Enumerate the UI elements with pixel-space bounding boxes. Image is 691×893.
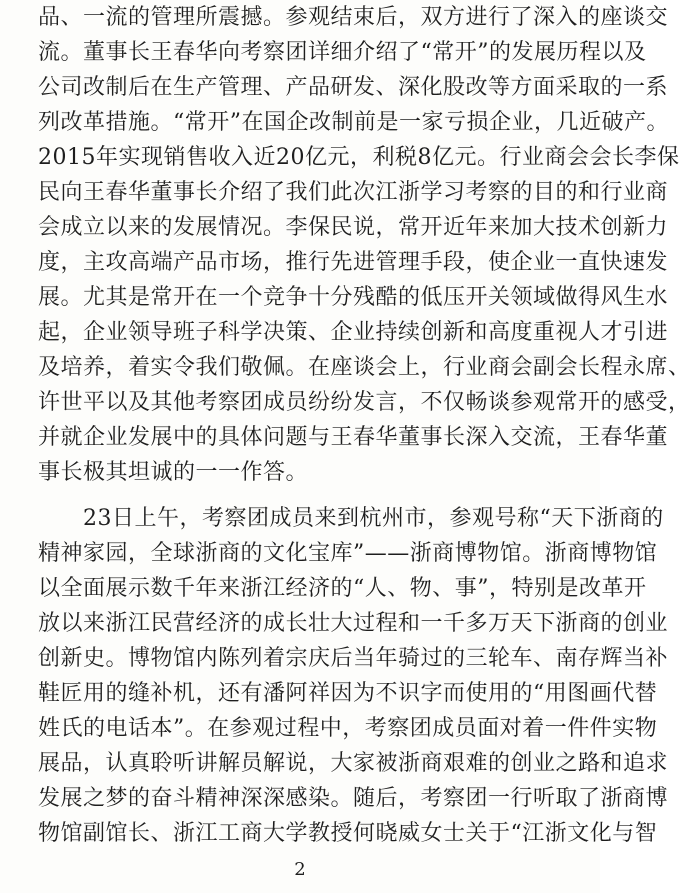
text-line: 23日上午，考察团成员来到杭州市，参观号称“天下浙商的 bbox=[38, 506, 664, 531]
text-line: 事长极其坦诚的一一作答。 bbox=[38, 460, 309, 485]
text-line: 流。董事长王春华向考察团详细介绍了“常开”的发展历程以及 bbox=[38, 40, 647, 65]
text-line: 民向王春华董事长介绍了我们此次江浙学习考察的目的和行业商 bbox=[38, 180, 669, 205]
text-line: 创新史。博物馆内陈列着宗庆后当年骑过的三轮车、南存辉当补 bbox=[38, 646, 669, 671]
text-line: 鞋匠用的缝补机，还有潘阿祥因为不识字而使用的“用图画代替 bbox=[38, 681, 658, 706]
text-line: 物馆副馆长、浙江工商大学教授何晓威女士关于“江浙文化与智 bbox=[38, 821, 658, 846]
text-line: 展品，认真聆听讲解员解说，大家被浙商艰难的创业之路和追求 bbox=[38, 751, 669, 776]
text-line: 并就企业发展中的具体问题与王春华董事长深入交流，王春华董 bbox=[38, 425, 669, 450]
text-line: 姓氏的电话本”。在参观过程中，考察团成员面对着一件件实物 bbox=[38, 716, 658, 741]
text-line: 许世平以及其他考察团成员纷纷发言，不仅畅谈参观常开的感受， bbox=[38, 390, 691, 415]
text-line: 及培养，着实令我们敬佩。在座谈会上，行业商会副会长程永席、 bbox=[38, 355, 691, 380]
text-line: 2015年实现销售收入近20亿元，利税8亿元。行业商会会长李保 bbox=[38, 145, 680, 170]
text-line: 展。尤其是常开在一个竞争十分残酷的低压开关领域做得风生水 bbox=[38, 285, 669, 310]
text-line: 会成立以来的发展情况。李保民说，常开近年来加大技术创新力 bbox=[38, 215, 669, 240]
text-line: 放以来浙江民营经济的成长壮大过程和一千多万天下浙商的创业 bbox=[38, 611, 669, 636]
text-line: 品、一流的管理所震撼。参观结束后，双方进行了深入的座谈交 bbox=[38, 5, 669, 30]
text-line: 发展之梦的奋斗精神深深感染。随后，考察团一行听取了浙商博 bbox=[38, 786, 669, 811]
text-line: 以全面展示数千年来浙江经济的“人、物、事”，特别是改革开 bbox=[38, 576, 647, 601]
text-line: 度，主攻高端产品市场，推行先进管理手段，使企业一直快速发 bbox=[38, 250, 669, 275]
page-number: 2 bbox=[294, 859, 306, 880]
text-line: 精神家园，全球浙商的文化宝库”——浙商博物馆。浙商博物馆 bbox=[38, 541, 658, 566]
text-line: 公司改制后在生产管理、产品研发、深化股改等方面采取的一系 bbox=[38, 75, 669, 100]
text-line: 起，企业领导班子科学决策、企业持续创新和高度重视人才引进 bbox=[38, 320, 669, 345]
text-line: 列改革措施。“常开”在国企改制前是一家亏损企业，几近破产。 bbox=[38, 110, 669, 135]
